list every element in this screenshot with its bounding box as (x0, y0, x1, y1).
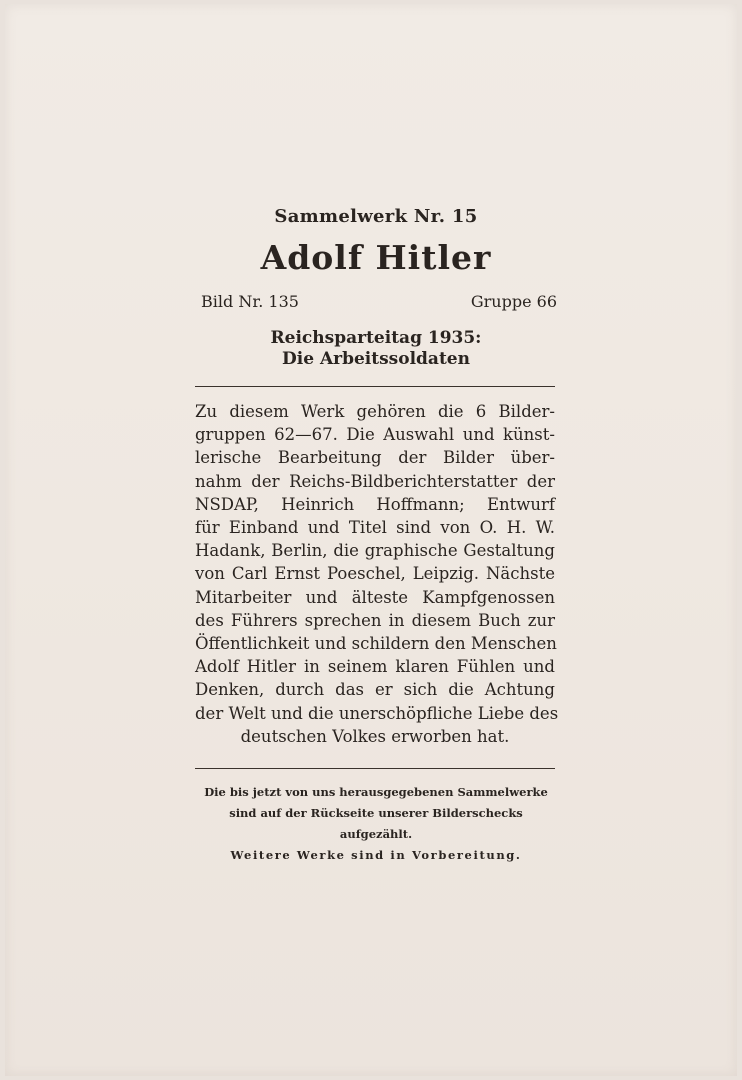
text-card (195, 200, 559, 862)
body-paragraph (195, 400, 559, 748)
bottom-divider (195, 768, 555, 769)
body-line: deutschen Volkes erworben hat. (240, 726, 510, 746)
page-title: Adolf Hitler (260, 238, 492, 277)
picture-number: Bild Nr. 135 (201, 292, 299, 311)
body-line: nahm der Reichs-Bildberichterstatter der (195, 471, 555, 491)
paper-page (5, 4, 737, 1076)
top-divider (195, 386, 555, 387)
subtitle-line: Reichsparteitag 1935: (270, 328, 482, 348)
body-line: Hadank, Berlin, die graphische Gestaltung (195, 541, 555, 561)
series-heading: Sammelwerk Nr. 15 (274, 206, 478, 227)
body-line: lerische Bearbeitung der Bilder über- (195, 448, 555, 468)
body-line: Adolf Hitler in seinem klaren Fühlen und (195, 657, 555, 677)
footnote-line: Die bis jetzt von uns herausgegebenen Sammelwerke (204, 785, 548, 799)
group-number: Gruppe 66 (470, 292, 557, 311)
body-line: Denken, durch das er sich die Achtung (195, 680, 555, 700)
footnote-line: Weitere Werke sind in Vorbereitung. (230, 848, 522, 862)
body-line: für Einband und Titel sind von O. H. W. (195, 518, 555, 538)
footnote-line: sind auf der Rückseite unserer Bilderschecks aufgezählt. (229, 806, 523, 841)
body-line: Mitarbeiter und älteste Kampfgenossen (195, 587, 555, 607)
body-line: von Carl Ernst Poeschel, Leipzig. Nächste (195, 564, 555, 584)
body-line: gruppen 62—67. Die Auswahl und künst- (195, 425, 555, 445)
body-line: Öffentlichkeit und schildern den Menschen (195, 634, 557, 654)
body-line: des Führers sprechen in diesem Buch zur (195, 610, 555, 630)
footnote (195, 782, 557, 866)
subtitle (195, 328, 557, 370)
body-line: Zu diesem Werk gehören die 6 Bilder- (195, 402, 555, 421)
body-line: der Welt und die unerschöpfliche Liebe des (195, 703, 559, 723)
subtitle-line: Die Arbeitssoldaten (282, 349, 470, 369)
body-line: NSDAP, Heinrich Hoffmann; Entwurf (195, 494, 555, 514)
